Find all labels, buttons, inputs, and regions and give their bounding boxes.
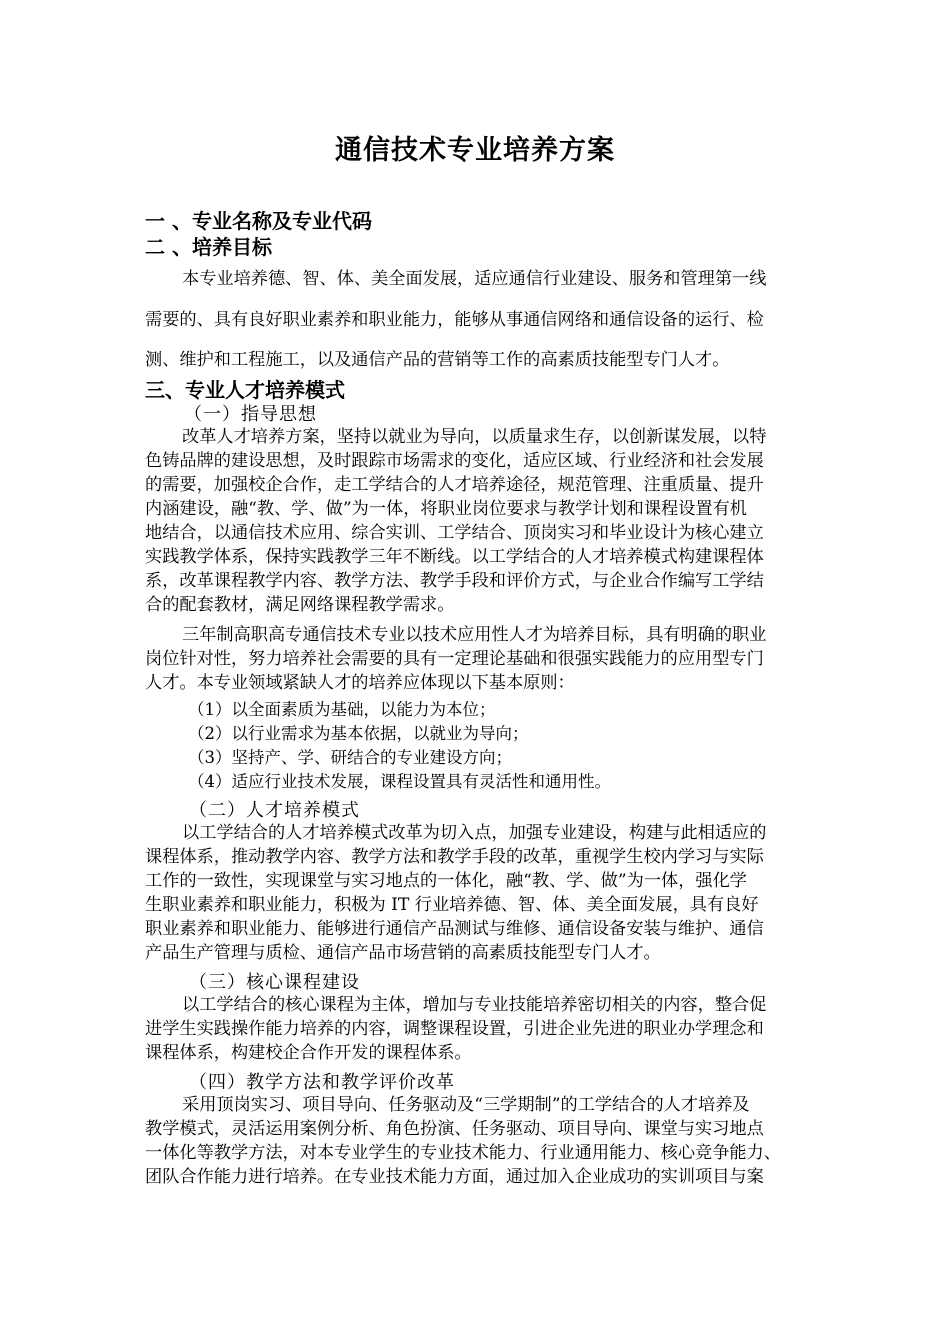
- subsection-heading-1: （一）指导思想: [184, 404, 317, 425]
- section-heading-3: 三、专业人才培养模式: [145, 378, 345, 402]
- paragraph-line: 地结合，以通信技术应用、综合实训、工学结合、顶岗实习和毕业设计为核心建立: [145, 523, 764, 543]
- section-heading-1: 一 、专业名称及专业代码: [145, 209, 372, 233]
- paragraph-line: 合的配套教材，满足网络课程教学需求。: [145, 595, 455, 615]
- principle-item-4: （4）适应行业技术发展，课程设置具有灵活性和通用性。: [188, 772, 611, 791]
- goal-line-2: 需要的、具有良好职业素养和职业能力，能够从事通信网络和通信设备的运行、检: [145, 310, 764, 330]
- paragraph-line: 产品生产管理与质检、通信产品市场营销的高素质技能型专门人才。: [145, 943, 661, 963]
- subsection-heading-4: （四）教学方法和教学评价改革: [189, 1072, 455, 1093]
- principle-item-3: （3）坚持产、学、研结合的专业建设方向；: [188, 748, 512, 767]
- principle-item-1: （1）以全面素质为基础，以能力为本位；: [188, 700, 496, 719]
- paragraph-line: 内涵建设，融“教、学、做”为一体，将职业岗位要求与教学计划和课程设置有机: [145, 499, 747, 519]
- paragraph-line: 生职业素养和职业能力，积极为 IT 行业培养德、智、体、美全面发展，具有良好: [145, 895, 759, 915]
- section-heading-2: 二 、培养目标: [145, 235, 272, 259]
- paragraph-line: 实践教学体系，保持实践教学三年不断线。以工学结合的人才培养模式构建课程体: [145, 547, 764, 567]
- paragraph-line: 岗位针对性，努力培养社会需要的具有一定理论基础和很强实践能力的应用型专门: [145, 649, 764, 669]
- paragraph-line: 课程体系，推动教学内容、教学方法和教学手段的改革，重视学生校内学习与实际: [145, 847, 764, 867]
- paragraph-line: 人才。本专业领域紧缺人才的培养应体现以下基本原则：: [145, 673, 575, 693]
- subsection-heading-2: （二）人才培养模式: [189, 800, 360, 821]
- paragraph-line: 一体化等教学方法，对本专业学生的专业技术能力、行业通用能力、核心竞争能力、: [145, 1143, 781, 1163]
- principle-item-2: （2）以行业需求为基本依据，以就业为导向；: [188, 724, 529, 743]
- paragraph-line: 三年制高职高专通信技术专业以技术应用性人才为培养目标，具有明确的职业: [182, 625, 767, 645]
- paragraph-line: 团队合作能力进行培养。在专业技术能力方面，通过加入企业成功的实训项目与案: [145, 1167, 764, 1187]
- paragraph-line: 课程体系，构建校企合作开发的课程体系。: [145, 1043, 472, 1063]
- paragraph-line: 工作的一致性，实现课堂与实习地点的一体化，融“教、学、做”为一体，强化学: [145, 871, 747, 891]
- paragraph-line: 以工学结合的核心课程为主体，增加与专业技能培养密切相关的内容，整合促: [182, 995, 767, 1015]
- paragraph-line: 色铸品牌的建设思想，及时跟踪市场需求的变化，适应区域、行业经济和社会发展: [145, 451, 764, 471]
- document-title: 通信技术专业培养方案: [335, 135, 615, 166]
- paragraph-line: 教学模式，灵活运用案例分析、角色扮演、任务驱动、项目导向、课堂与实习地点: [145, 1119, 764, 1139]
- paragraph-line: 系，改革课程教学内容、教学方法、教学手段和评价方式，与企业合作编写工学结: [145, 571, 764, 591]
- subsection-heading-3: （三）核心课程建设: [189, 972, 360, 993]
- paragraph-line: 改革人才培养方案，坚持以就业为导向，以质量求生存，以创新谋发展，以特: [182, 427, 767, 447]
- goal-line-3: 测、维护和工程施工，以及通信产品的营销等工作的高素质技能型专门人才。: [145, 350, 730, 370]
- goal-line-1: 本专业培养德、智、体、美全面发展，适应通信行业建设、服务和管理第一线: [182, 269, 767, 289]
- paragraph-line: 采用顶岗实习、项目导向、任务驱动及“三学期制”的工学结合的人才培养及: [182, 1095, 750, 1115]
- paragraph-line: 的需要，加强校企合作，走工学结合的人才培养途径，规范管理、注重质量、提升: [145, 475, 764, 495]
- paragraph-line: 以工学结合的人才培养模式改革为切入点，加强专业建设，构建与此相适应的: [182, 823, 767, 843]
- paragraph-line: 进学生实践操作能力培养的内容，调整课程设置，引进企业先进的职业办学理念和: [145, 1019, 764, 1039]
- paragraph-line: 职业素养和职业能力、能够进行通信产品测试与维修、通信设备安装与维护、通信: [145, 919, 764, 939]
